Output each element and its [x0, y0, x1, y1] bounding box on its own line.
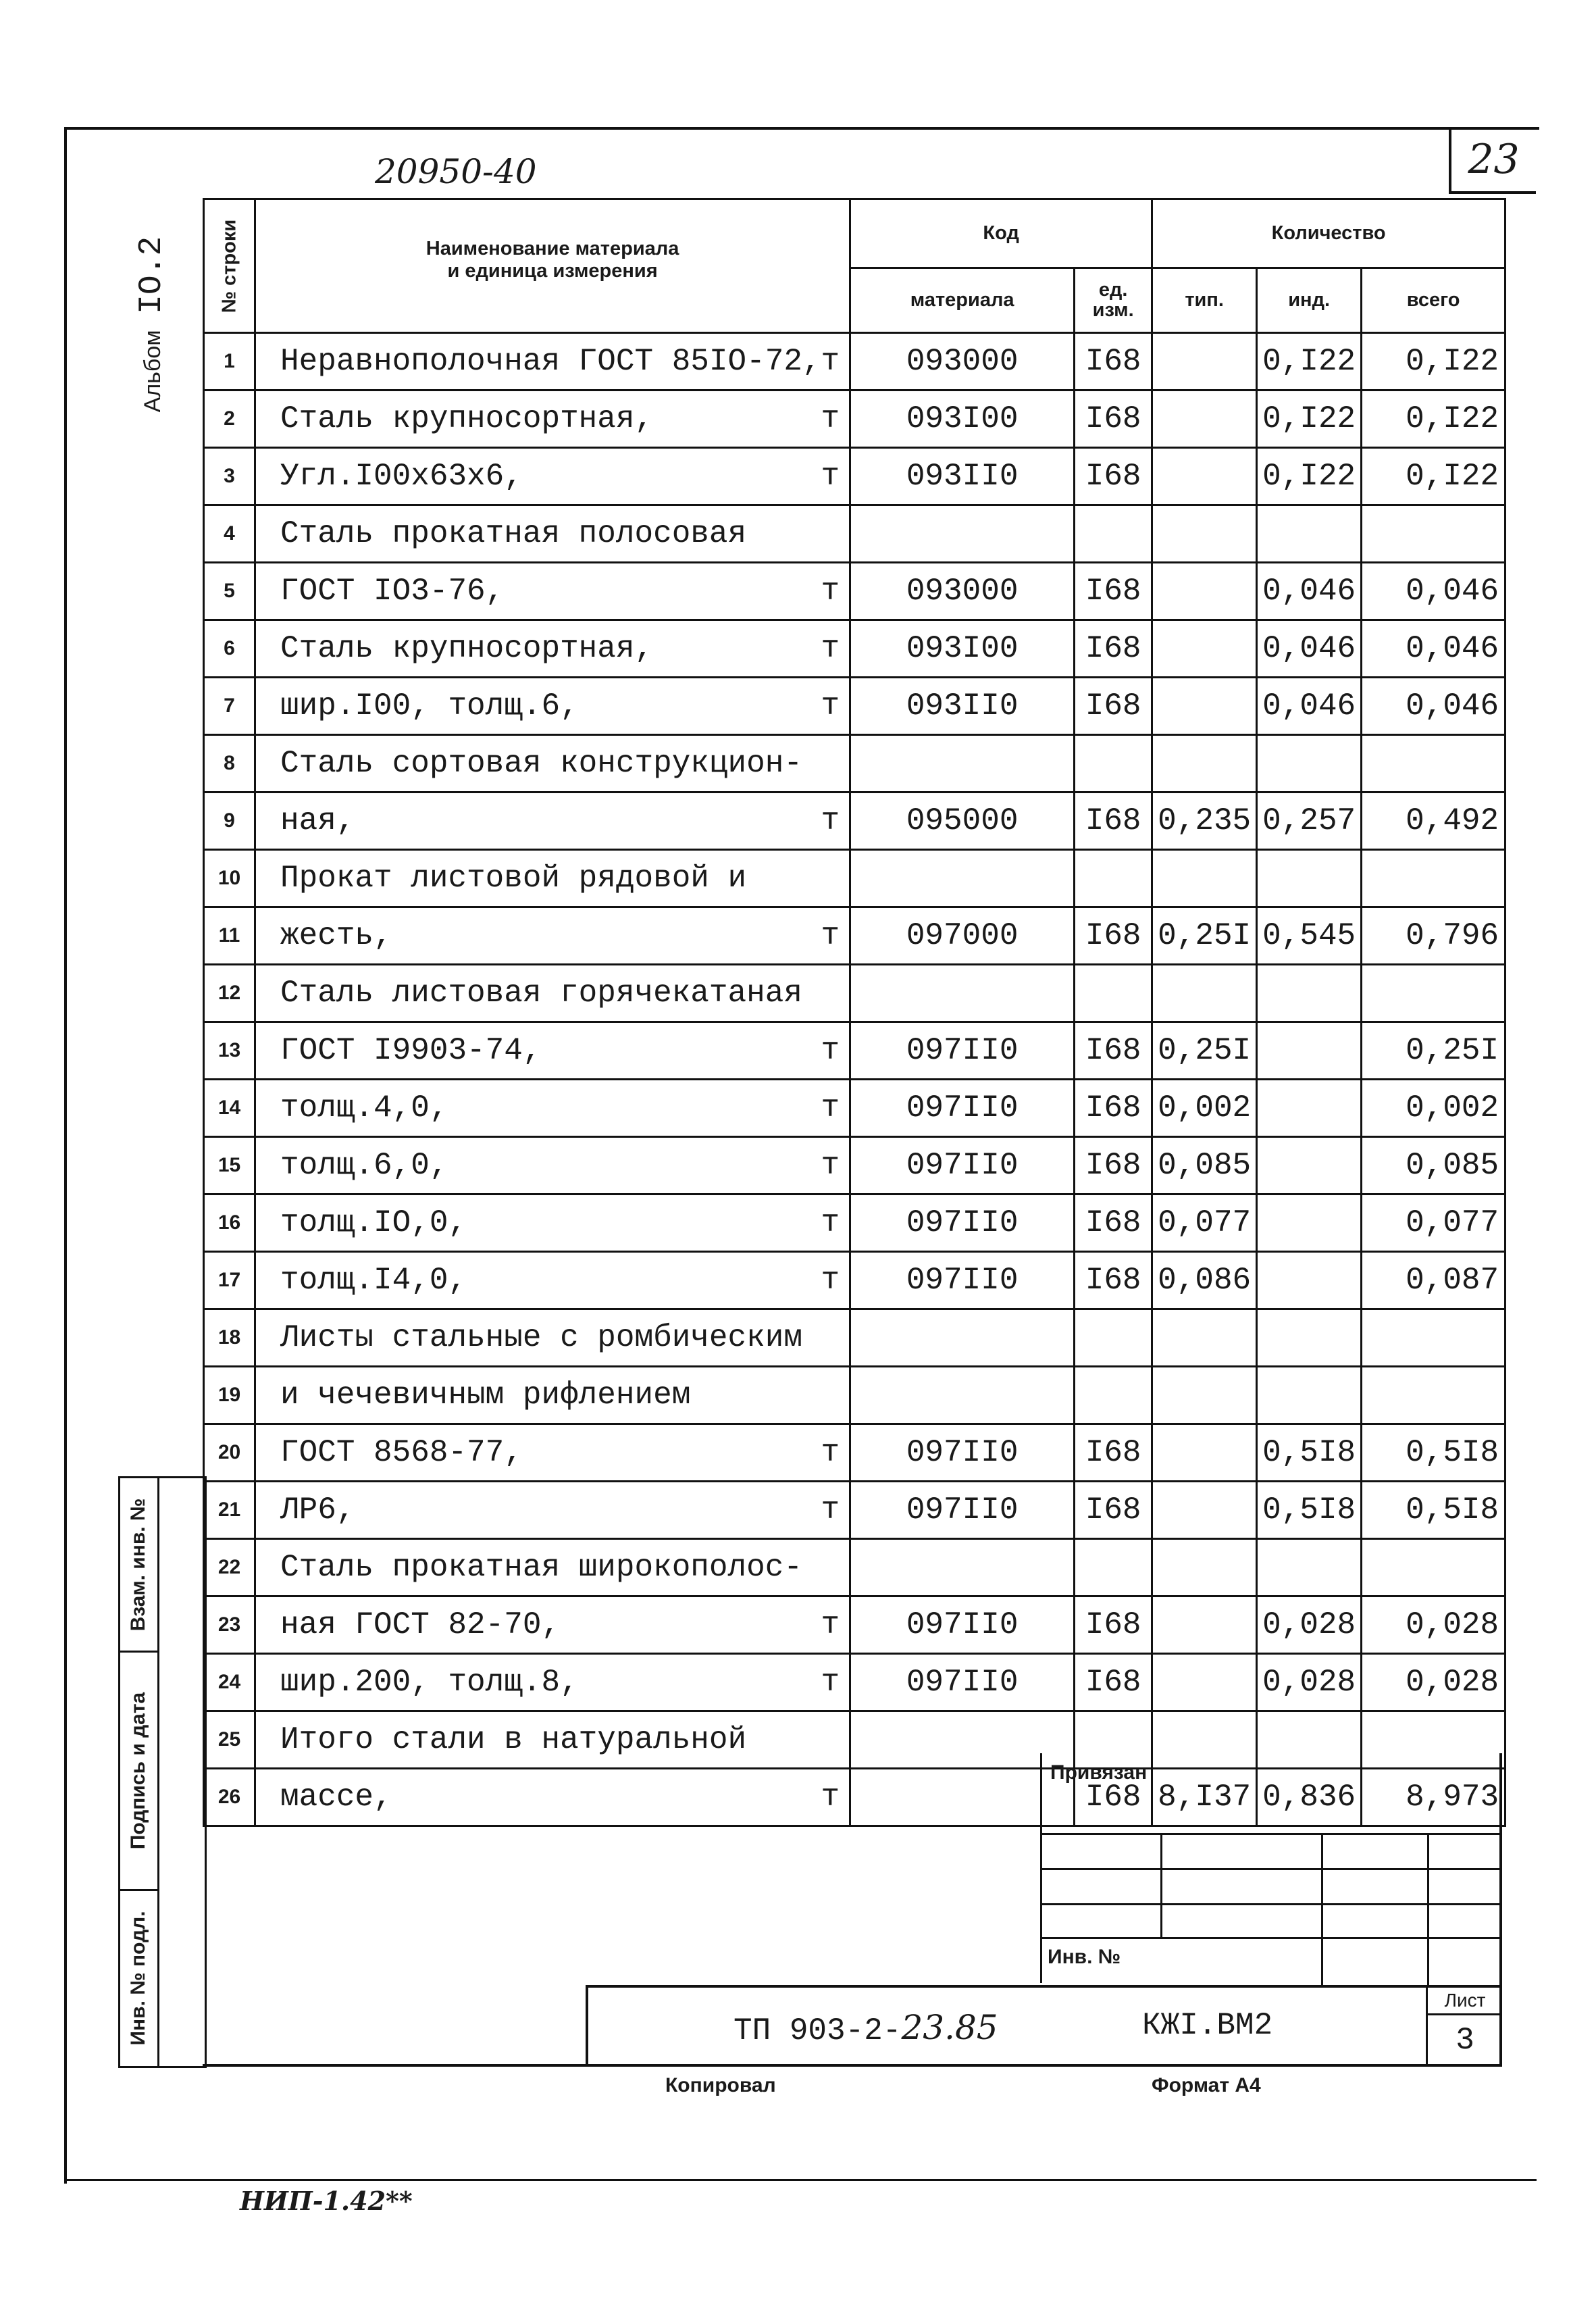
material-name-cell [255, 448, 850, 505]
unit-code [1075, 735, 1152, 793]
material-name-cell [255, 1596, 850, 1654]
qty-typ [1152, 620, 1257, 678]
material-name: толщ.6,0, [280, 1148, 448, 1183]
material-name: ная, [280, 803, 355, 838]
row-number: 23 [204, 1596, 255, 1654]
table-row [204, 678, 1505, 735]
side-label-strip [118, 1476, 207, 2068]
unit-code: I68 [1075, 1137, 1152, 1194]
material-name: Сталь прокатная широкополос- [280, 1550, 802, 1585]
table-row [204, 333, 1505, 391]
privyazan-block [1040, 1753, 1501, 1983]
material-name: и чечевичным рифлением [280, 1378, 691, 1413]
doc-code-handwritten: 20950-40 [375, 152, 537, 191]
table-row [204, 850, 1505, 907]
header-quantity: Количество [1152, 199, 1505, 268]
material-name-cell [255, 1367, 850, 1424]
qty-typ [1152, 1424, 1257, 1482]
sheet-value: 3 [1456, 2023, 1474, 2058]
unit-of-measure: т [821, 918, 840, 953]
material-name-cell [255, 1022, 850, 1080]
qty-total [1362, 505, 1505, 563]
qty-typ: 0,002 [1152, 1080, 1257, 1137]
row-number: 3 [204, 448, 255, 505]
material-code: 097II0 [850, 1654, 1075, 1711]
qty-total: 0,5I8 [1362, 1424, 1505, 1482]
material-name: ГОСТ IO3-76, [280, 574, 505, 609]
unit-code: I68 [1075, 1194, 1152, 1252]
qty-total: 0,I22 [1362, 333, 1505, 391]
material-name-cell [255, 1424, 850, 1482]
table-row [204, 563, 1505, 620]
material-code [850, 735, 1075, 793]
unit-code: I68 [1075, 333, 1152, 391]
format-label: Формат А4 [1152, 2074, 1261, 2096]
qty-typ [1152, 735, 1257, 793]
material-code: 097II0 [850, 1080, 1075, 1137]
header-code: Код [850, 199, 1152, 268]
material-name: Сталь крупносортная, [280, 631, 654, 666]
material-spec-table [203, 198, 1506, 1827]
unit-of-measure: т [821, 1492, 840, 1528]
qty-ind [1257, 965, 1362, 1022]
row-number: 21 [204, 1482, 255, 1539]
row-number: 25 [204, 1711, 255, 1769]
qty-typ: 8,I37 [1152, 1769, 1257, 1826]
row-number: 9 [204, 793, 255, 850]
material-code: 093000 [850, 333, 1075, 391]
unit-of-measure: т [821, 803, 840, 838]
material-code: 093000 [850, 563, 1075, 620]
row-number: 13 [204, 1022, 255, 1080]
qty-typ [1152, 1596, 1257, 1654]
album-label [101, 196, 203, 453]
qty-total: 0,028 [1362, 1596, 1505, 1654]
unit-of-measure: т [821, 1090, 840, 1126]
sheet-box [1426, 1988, 1502, 2067]
qty-ind: 0,I22 [1257, 333, 1362, 391]
qty-ind [1257, 1194, 1362, 1252]
material-code: 097II0 [850, 1022, 1075, 1080]
material-name-cell [255, 1080, 850, 1137]
qty-ind [1257, 735, 1362, 793]
unit-code: I68 [1075, 1080, 1152, 1137]
material-name: Сталь прокатная полосовая [280, 516, 747, 551]
page-frame-bottom [64, 2179, 1537, 2181]
unit-code [1075, 1309, 1152, 1367]
qty-typ [1152, 1367, 1257, 1424]
row-number: 26 [204, 1769, 255, 1826]
qty-typ [1152, 1539, 1257, 1596]
qty-total: 0,5I8 [1362, 1482, 1505, 1539]
unit-of-measure: т [821, 1435, 840, 1470]
qty-ind [1257, 1080, 1362, 1137]
qty-total: 0,25I [1362, 1022, 1505, 1080]
vzam-inv-label: Взам. инв. № [127, 1498, 149, 1632]
material-name: Прокат листовой рядовой и [280, 861, 747, 896]
material-name: ная ГОСТ 82-70, [280, 1607, 561, 1642]
copied-label: Копировал [665, 2074, 776, 2096]
unit-code [1075, 1539, 1152, 1596]
doc-designation [733, 2008, 998, 2048]
qty-ind [1257, 1367, 1362, 1424]
qty-typ: 0,25I [1152, 907, 1257, 965]
material-name: Угл.I00x63x6, [280, 459, 523, 494]
row-number: 7 [204, 678, 255, 735]
table-row [204, 1596, 1505, 1654]
qty-total: 0,085 [1362, 1137, 1505, 1194]
material-code: 093II0 [850, 678, 1075, 735]
row-number: 12 [204, 965, 255, 1022]
qty-total: 0,028 [1362, 1654, 1505, 1711]
material-name: шир.200, толщ.8, [280, 1665, 579, 1700]
inv-no-label: Инв. № [1048, 1946, 1121, 1968]
material-name: массе, [280, 1780, 392, 1815]
table-row [204, 1080, 1505, 1137]
qty-typ: 0,086 [1152, 1252, 1257, 1309]
qty-typ [1152, 1482, 1257, 1539]
qty-typ: 0,235 [1152, 793, 1257, 850]
material-name: жесть, [280, 918, 392, 953]
material-code: 097II0 [850, 1194, 1075, 1252]
qty-ind [1257, 1137, 1362, 1194]
qty-total: 0,002 [1362, 1080, 1505, 1137]
qty-typ [1152, 1309, 1257, 1367]
qty-ind: 0,I22 [1257, 391, 1362, 448]
unit-of-measure: т [821, 574, 840, 609]
unit-code: I68 [1075, 793, 1152, 850]
unit-code: I68 [1075, 678, 1152, 735]
material-name: Листы стальные с ромбическим [280, 1320, 802, 1355]
material-name-cell [255, 907, 850, 965]
header-typ: тип. [1152, 268, 1257, 332]
table-row [204, 1482, 1505, 1539]
qty-total: 0,796 [1362, 907, 1505, 965]
row-number: 17 [204, 1252, 255, 1309]
qty-ind [1257, 1252, 1362, 1309]
qty-ind: 0,I22 [1257, 448, 1362, 505]
qty-typ: 0,085 [1152, 1137, 1257, 1194]
qty-total: 0,046 [1362, 563, 1505, 620]
material-name: шир.I00, толщ.6, [280, 688, 579, 724]
inv-podl-label: Инв. № подл. [127, 1911, 149, 2046]
table-row [204, 1194, 1505, 1252]
material-name: Итого стали в натуральной [280, 1722, 747, 1757]
qty-total [1362, 1309, 1505, 1367]
header-row-no: № строки [204, 199, 255, 333]
unit-code: I68 [1075, 1022, 1152, 1080]
row-number: 24 [204, 1654, 255, 1711]
qty-typ [1152, 965, 1257, 1022]
material-code: 093I00 [850, 391, 1075, 448]
qty-ind: 0,5I8 [1257, 1482, 1362, 1539]
qty-ind [1257, 850, 1362, 907]
material-name: Сталь сортовая конструкцион- [280, 746, 802, 781]
material-name: толщ.I4,0, [280, 1263, 467, 1298]
unit-of-measure: т [821, 459, 840, 494]
row-number: 16 [204, 1194, 255, 1252]
unit-of-measure: т [821, 688, 840, 724]
table-row [204, 1654, 1505, 1711]
unit-code: I68 [1075, 1596, 1152, 1654]
qty-total: 0,046 [1362, 620, 1505, 678]
table-row [204, 735, 1505, 793]
table-row [204, 1137, 1505, 1194]
main-stamp-cell [586, 1985, 1502, 2067]
archive-code-handwritten: НИП-1.42** [240, 2186, 413, 2216]
material-name-cell [255, 793, 850, 850]
table-row [204, 391, 1505, 448]
qty-total: 0,I22 [1362, 391, 1505, 448]
qty-total: 0,I22 [1362, 448, 1505, 505]
table-row [204, 1367, 1505, 1424]
header-ind: инд. [1257, 268, 1362, 332]
unit-code: I68 [1075, 1482, 1152, 1539]
material-name-cell [255, 1539, 850, 1596]
qty-typ [1152, 505, 1257, 563]
table-row [204, 965, 1505, 1022]
unit-code: I68 [1075, 1654, 1152, 1711]
material-code [850, 505, 1075, 563]
table-row [204, 793, 1505, 850]
table-row [204, 448, 1505, 505]
qty-typ [1152, 391, 1257, 448]
unit-code: I68 [1075, 1252, 1152, 1309]
material-code: 097000 [850, 907, 1075, 965]
qty-ind [1257, 1309, 1362, 1367]
qty-ind: 0,028 [1257, 1596, 1362, 1654]
qty-typ [1152, 1654, 1257, 1711]
row-number: 19 [204, 1367, 255, 1424]
sheet-label: Лист [1428, 1988, 1502, 2015]
row-number: 14 [204, 1080, 255, 1137]
material-code: 095000 [850, 793, 1075, 850]
table-row [204, 1252, 1505, 1309]
qty-ind [1257, 1022, 1362, 1080]
material-name-cell [255, 850, 850, 907]
row-number: 5 [204, 563, 255, 620]
material-code: 097II0 [850, 1596, 1075, 1654]
material-name-cell [255, 505, 850, 563]
material-name-cell [255, 1194, 850, 1252]
unit-code: I68 [1075, 1424, 1152, 1482]
material-name-cell [255, 965, 850, 1022]
unit-of-measure: т [821, 1665, 840, 1700]
qty-typ [1152, 850, 1257, 907]
unit-code [1075, 1367, 1152, 1424]
album-label-text: Альбом [140, 330, 165, 413]
header-unit: ед. изм. [1075, 268, 1152, 332]
unit-of-measure: т [821, 401, 840, 436]
qty-total [1362, 1367, 1505, 1424]
material-name: Неравнополочная ГОСТ 85IO-72,т [280, 344, 840, 379]
qty-ind [1257, 505, 1362, 563]
material-name: ГОСТ I9903-74, [280, 1033, 542, 1068]
qty-total: 8,973 [1362, 1769, 1505, 1826]
qty-typ [1152, 563, 1257, 620]
qty-ind: 0,046 [1257, 563, 1362, 620]
qty-ind: 0,836 [1257, 1769, 1362, 1826]
header-name: Наименование материала и единица измерения [255, 199, 850, 333]
table-row [204, 1309, 1505, 1367]
table-row [204, 1022, 1505, 1080]
qty-total [1362, 1539, 1505, 1596]
material-name-cell [255, 1654, 850, 1711]
row-number: 6 [204, 620, 255, 678]
row-number: 1 [204, 333, 255, 391]
qty-typ [1152, 448, 1257, 505]
header-material: материала [850, 268, 1075, 332]
row-number: 10 [204, 850, 255, 907]
material-name: Сталь крупносортная, [280, 401, 654, 436]
material-name-cell [255, 620, 850, 678]
material-name-cell [255, 1482, 850, 1539]
row-number: 22 [204, 1539, 255, 1596]
doc-suffix-handwritten: 23.85 [901, 2008, 998, 2047]
qty-total: 0,046 [1362, 678, 1505, 735]
material-name: Сталь листовая горячекатаная [280, 976, 802, 1011]
material-code: 097II0 [850, 1424, 1075, 1482]
row-number: 18 [204, 1309, 255, 1367]
material-code [850, 850, 1075, 907]
unit-of-measure: т [821, 1780, 840, 1815]
qty-ind: 0,028 [1257, 1654, 1362, 1711]
material-name: толщ.IO,0, [280, 1205, 467, 1240]
qty-total: 0,492 [1362, 793, 1505, 850]
material-code: 093I00 [850, 620, 1075, 678]
qty-typ: 0,077 [1152, 1194, 1257, 1252]
material-name-cell [255, 1137, 850, 1194]
material-code: 097II0 [850, 1252, 1075, 1309]
table-row [204, 505, 1505, 563]
material-name-cell [255, 333, 850, 391]
unit-of-measure: т [821, 1263, 840, 1298]
unit-code: I68 [1075, 448, 1152, 505]
row-number: 8 [204, 735, 255, 793]
material-code [850, 1539, 1075, 1596]
row-number: 2 [204, 391, 255, 448]
qty-ind: 0,257 [1257, 793, 1362, 850]
title-stamp [203, 1753, 1502, 2067]
table-row [204, 1539, 1505, 1596]
unit-code [1075, 965, 1152, 1022]
qty-total: 0,077 [1362, 1194, 1505, 1252]
material-code: 093II0 [850, 448, 1075, 505]
qty-total [1362, 735, 1505, 793]
material-name-cell [255, 563, 850, 620]
material-code: 097II0 [850, 1137, 1075, 1194]
unit-of-measure: т [821, 631, 840, 666]
material-name: толщ.4,0, [280, 1090, 448, 1126]
material-name-cell [255, 391, 850, 448]
privyazan-label: Привязан [1050, 1761, 1148, 1784]
doc-mark: КЖI.ВМ2 [1142, 2008, 1273, 2043]
album-number: IO.2 [134, 236, 170, 314]
unit-of-measure: т [821, 1148, 840, 1183]
unit-code [1075, 505, 1152, 563]
material-name-cell [255, 678, 850, 735]
unit-of-measure: т [821, 1205, 840, 1240]
qty-ind: 0,545 [1257, 907, 1362, 965]
unit-of-measure: т [821, 1607, 840, 1642]
material-code [850, 1309, 1075, 1367]
material-name-cell [255, 1309, 850, 1367]
unit-code [1075, 850, 1152, 907]
row-number: 20 [204, 1424, 255, 1482]
table-row [204, 907, 1505, 965]
qty-total [1362, 965, 1505, 1022]
table-row [204, 1424, 1505, 1482]
unit-code: I68 [1075, 907, 1152, 965]
unit-of-measure: т [821, 1033, 840, 1068]
unit-code: I68 [1075, 620, 1152, 678]
unit-code: I68 [1075, 391, 1152, 448]
material-code: 097II0 [850, 1482, 1075, 1539]
qty-ind: 0,046 [1257, 678, 1362, 735]
material-code [850, 1367, 1075, 1424]
material-name-cell [255, 735, 850, 793]
page-number: 23 [1449, 127, 1536, 194]
row-number: 4 [204, 505, 255, 563]
doc-prefix: ТП 903-2- [733, 2013, 902, 2048]
unit-code: I68 [1075, 1769, 1152, 1826]
table-row [204, 620, 1505, 678]
header-total: всего [1362, 268, 1505, 332]
material-name: ГОСТ 8568-77, [280, 1435, 523, 1470]
qty-typ: 0,25I [1152, 1022, 1257, 1080]
material-name: ЛР6, [280, 1492, 355, 1528]
qty-ind: 0,5I8 [1257, 1424, 1362, 1482]
qty-typ [1152, 678, 1257, 735]
qty-ind [1257, 1539, 1362, 1596]
material-code [850, 965, 1075, 1022]
material-name-cell [255, 1252, 850, 1309]
qty-total: 0,087 [1362, 1252, 1505, 1309]
row-number: 11 [204, 907, 255, 965]
row-number: 15 [204, 1137, 255, 1194]
unit-code: I68 [1075, 563, 1152, 620]
podpis-data-label: Подпись и дата [127, 1692, 149, 1850]
qty-ind: 0,046 [1257, 620, 1362, 678]
qty-total [1362, 850, 1505, 907]
qty-typ [1152, 333, 1257, 391]
